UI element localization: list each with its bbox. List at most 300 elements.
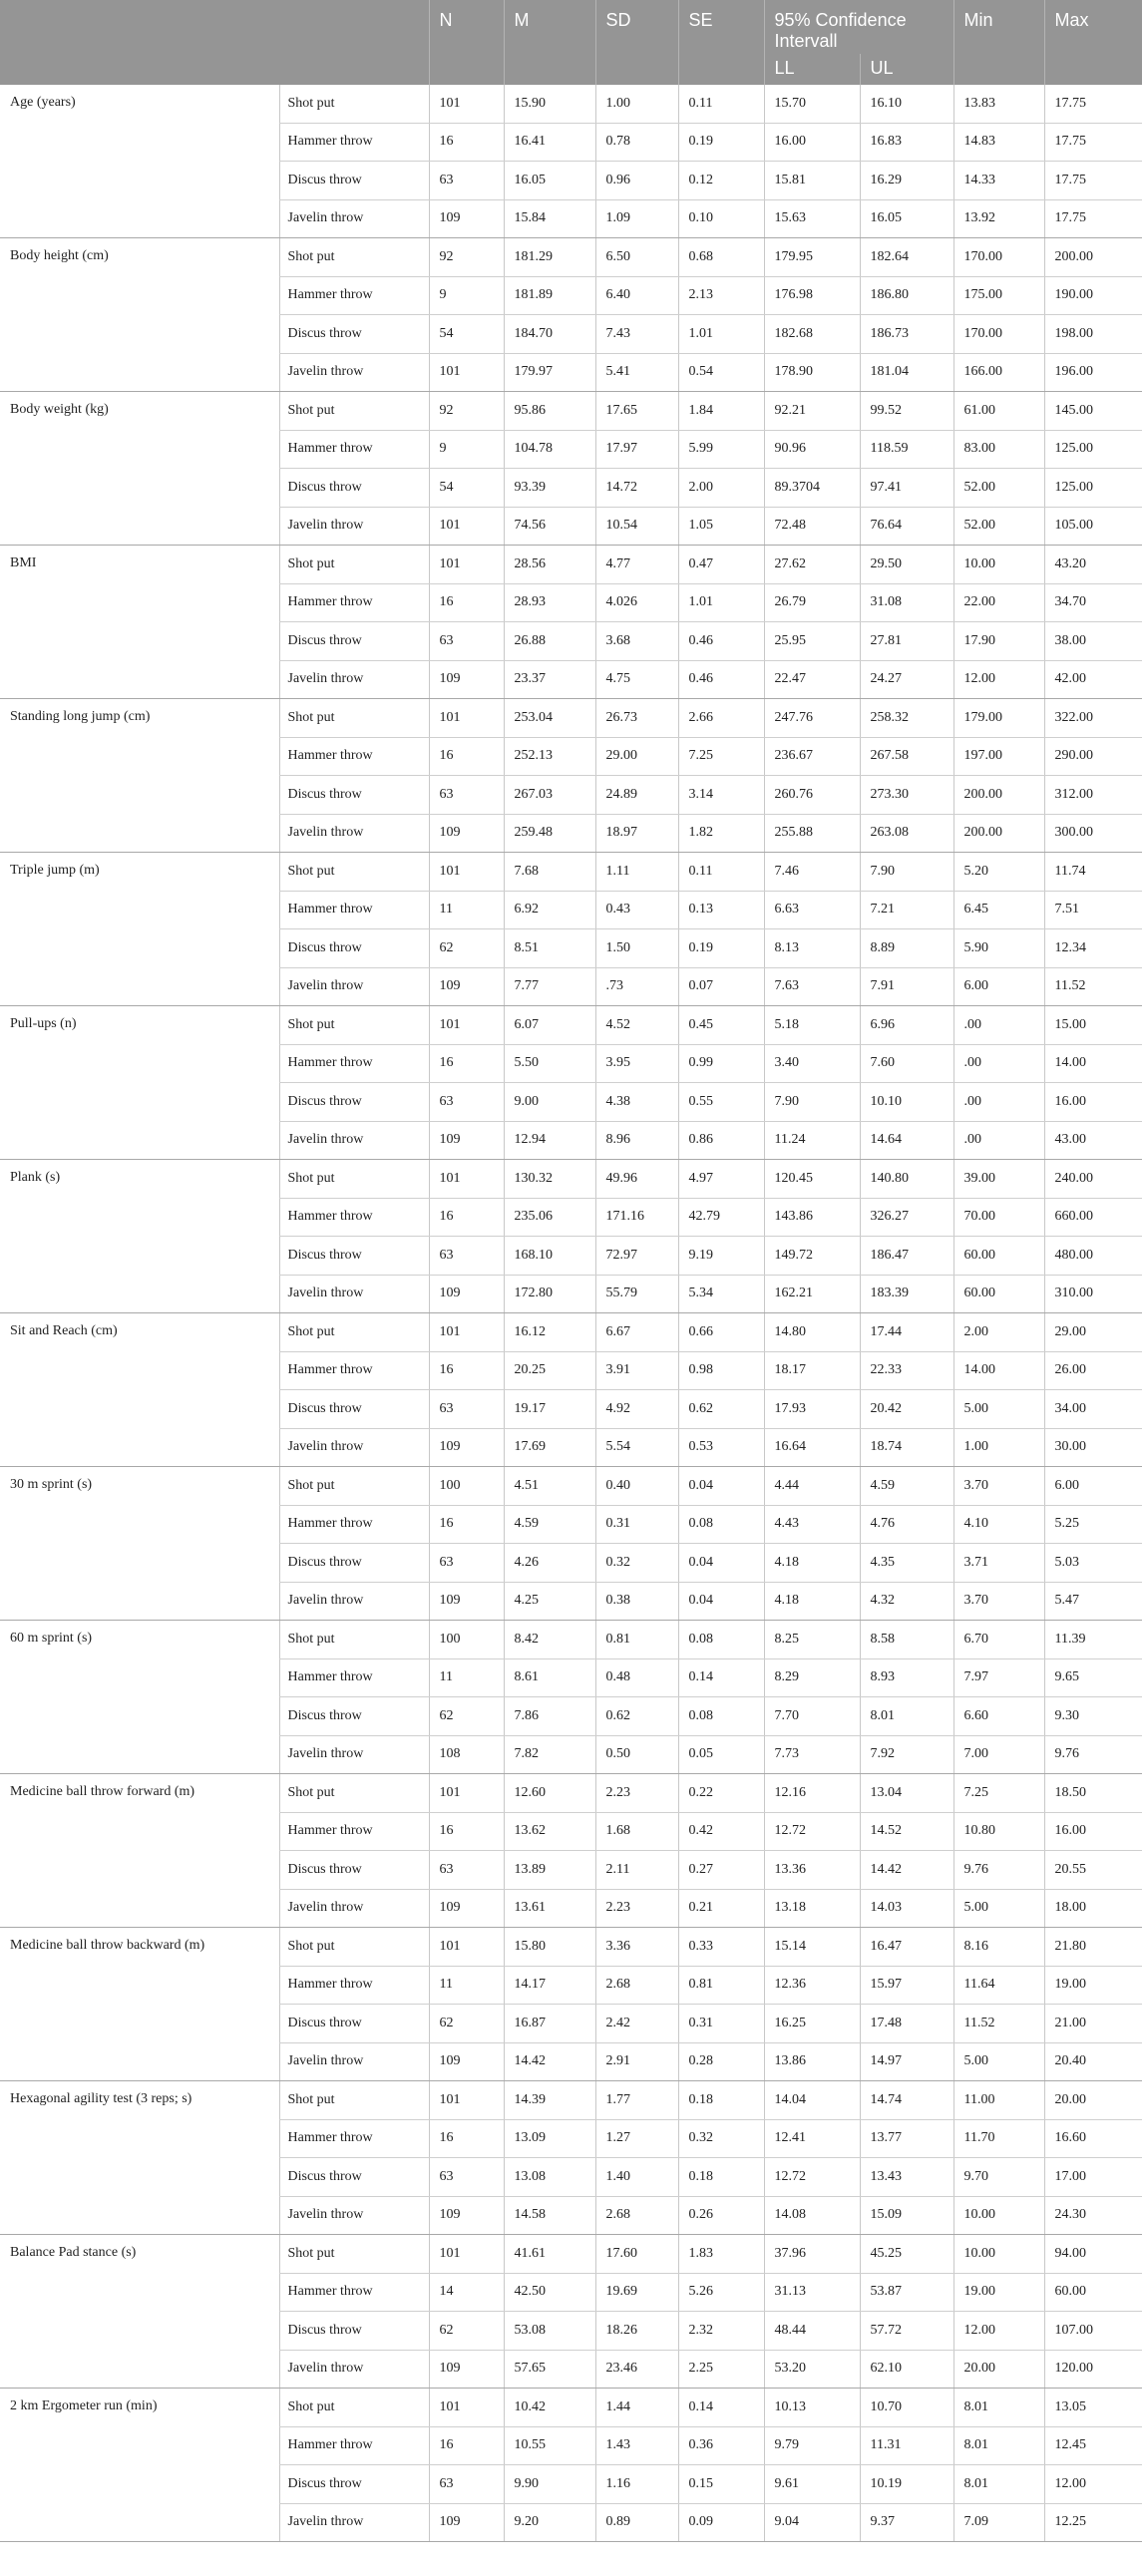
cell-group: Javelin throw: [279, 2503, 429, 2542]
cell-se: 0.55: [678, 1083, 764, 1122]
cell-ul: 11.31: [860, 2426, 953, 2465]
cell-mean: 13.89: [504, 1851, 595, 1890]
cell-ll: 15.14: [764, 1928, 860, 1967]
cell-se: 0.04: [678, 1544, 764, 1583]
header-ll: LL: [764, 54, 860, 85]
cell-se: 2.00: [678, 469, 764, 508]
cell-se: 0.32: [678, 2119, 764, 2158]
cell-ul: 15.97: [860, 1966, 953, 2005]
cell-mean: 10.42: [504, 2389, 595, 2427]
cell-mean: 15.84: [504, 199, 595, 238]
cell-ul: 14.03: [860, 1889, 953, 1928]
cell-sd: 0.50: [595, 1735, 678, 1774]
cell-sd: 0.78: [595, 123, 678, 162]
cell-ul: 4.35: [860, 1544, 953, 1583]
header-blank-variable-2: [0, 54, 279, 85]
cell-n: 101: [429, 2081, 504, 2120]
cell-ul: 14.97: [860, 2042, 953, 2081]
cell-se: 0.18: [678, 2081, 764, 2120]
cell-mean: 74.56: [504, 507, 595, 546]
cell-ul: 6.96: [860, 1006, 953, 1045]
cell-mean: 16.87: [504, 2005, 595, 2043]
cell-mean: 20.25: [504, 1351, 595, 1390]
cell-min: 8.01: [953, 2389, 1044, 2427]
cell-se: 0.46: [678, 622, 764, 661]
cell-sd: 17.60: [595, 2235, 678, 2274]
cell-ll: 15.81: [764, 162, 860, 200]
cell-se: 0.47: [678, 546, 764, 584]
cell-ul: 182.64: [860, 238, 953, 277]
header-m: M: [504, 0, 595, 85]
cell-group: Javelin throw: [279, 1428, 429, 1467]
cell-se: 0.13: [678, 891, 764, 929]
cell-n: 101: [429, 2235, 504, 2274]
cell-ll: 143.86: [764, 1198, 860, 1237]
cell-group: Discus throw: [279, 1851, 429, 1890]
cell-ul: 10.19: [860, 2465, 953, 2504]
cell-sd: 4.92: [595, 1390, 678, 1429]
cell-mean: 259.48: [504, 814, 595, 853]
cell-sd: 0.31: [595, 1505, 678, 1544]
cell-group: Hammer throw: [279, 1658, 429, 1697]
cell-mean: 19.17: [504, 1390, 595, 1429]
cell-max: 21.80: [1044, 1928, 1142, 1967]
cell-ll: 4.18: [764, 1582, 860, 1621]
cell-sd: 0.89: [595, 2503, 678, 2542]
cell-mean: 14.58: [504, 2196, 595, 2235]
cell-ul: 4.32: [860, 1582, 953, 1621]
cell-n: 16: [429, 2426, 504, 2465]
cell-min: 200.00: [953, 776, 1044, 815]
cell-sd: 5.41: [595, 353, 678, 392]
cell-max: 198.00: [1044, 315, 1142, 354]
cell-ul: 7.21: [860, 891, 953, 929]
cell-group: Shot put: [279, 546, 429, 584]
cell-group: Shot put: [279, 1928, 429, 1967]
cell-max: 290.00: [1044, 737, 1142, 776]
cell-max: 43.00: [1044, 1121, 1142, 1160]
cell-sd: 7.43: [595, 315, 678, 354]
cell-mean: 14.39: [504, 2081, 595, 2120]
cell-ul: 18.74: [860, 1428, 953, 1467]
cell-ul: 4.59: [860, 1467, 953, 1506]
cell-ul: 7.92: [860, 1735, 953, 1774]
cell-ll: 178.90: [764, 353, 860, 392]
cell-max: 15.00: [1044, 1006, 1142, 1045]
cell-group: Hammer throw: [279, 2119, 429, 2158]
cell-group: Discus throw: [279, 162, 429, 200]
cell-ul: 24.27: [860, 660, 953, 699]
cell-ll: 16.00: [764, 123, 860, 162]
cell-ll: 120.45: [764, 1160, 860, 1199]
table-row: [0, 392, 1142, 431]
cell-se: 0.07: [678, 967, 764, 1006]
cell-se: 1.82: [678, 814, 764, 853]
cell-ll: 13.36: [764, 1851, 860, 1890]
variable-label: Standing long jump (cm): [0, 699, 279, 853]
cell-n: 62: [429, 929, 504, 968]
cell-mean: 6.92: [504, 891, 595, 929]
cell-se: 1.01: [678, 583, 764, 622]
cell-max: 94.00: [1044, 2235, 1142, 2274]
variable-label: Medicine ball throw forward (m): [0, 1774, 279, 1928]
cell-ll: 90.96: [764, 430, 860, 469]
cell-sd: 49.96: [595, 1160, 678, 1199]
cell-sd: 1.43: [595, 2426, 678, 2465]
cell-mean: 15.80: [504, 1928, 595, 1967]
cell-mean: 53.08: [504, 2312, 595, 2351]
cell-ll: 92.21: [764, 392, 860, 431]
cell-ll: 9.61: [764, 2465, 860, 2504]
cell-mean: 13.61: [504, 1889, 595, 1928]
cell-n: 16: [429, 2119, 504, 2158]
variable-label: Balance Pad stance (s): [0, 2235, 279, 2389]
cell-mean: 9.20: [504, 2503, 595, 2542]
cell-group: Javelin throw: [279, 2350, 429, 2389]
cell-group: Hammer throw: [279, 583, 429, 622]
cell-mean: 12.94: [504, 1121, 595, 1160]
cell-ul: 13.43: [860, 2158, 953, 2197]
cell-max: 17.75: [1044, 162, 1142, 200]
cell-max: 21.00: [1044, 2005, 1142, 2043]
cell-sd: 0.96: [595, 162, 678, 200]
cell-ll: 17.93: [764, 1390, 860, 1429]
cell-ll: 16.64: [764, 1428, 860, 1467]
cell-ll: 12.41: [764, 2119, 860, 2158]
cell-se: 0.36: [678, 2426, 764, 2465]
cell-ul: 22.33: [860, 1351, 953, 1390]
cell-ll: 12.36: [764, 1966, 860, 2005]
cell-group: Discus throw: [279, 315, 429, 354]
cell-ul: 16.29: [860, 162, 953, 200]
cell-n: 63: [429, 2158, 504, 2197]
cell-max: 18.50: [1044, 1774, 1142, 1813]
cell-min: 9.70: [953, 2158, 1044, 2197]
cell-n: 109: [429, 1121, 504, 1160]
cell-se: 0.66: [678, 1313, 764, 1352]
cell-min: 6.60: [953, 1697, 1044, 1736]
cell-min: 14.00: [953, 1351, 1044, 1390]
cell-ll: 26.79: [764, 583, 860, 622]
cell-min: 60.00: [953, 1237, 1044, 1276]
cell-max: 240.00: [1044, 1160, 1142, 1199]
table-row: [0, 1928, 1142, 1967]
cell-n: 109: [429, 1428, 504, 1467]
cell-mean: 14.42: [504, 2042, 595, 2081]
cell-max: 312.00: [1044, 776, 1142, 815]
cell-ll: 255.88: [764, 814, 860, 853]
cell-group: Discus throw: [279, 1697, 429, 1736]
cell-n: 63: [429, 1237, 504, 1276]
cell-max: 660.00: [1044, 1198, 1142, 1237]
cell-ll: 13.18: [764, 1889, 860, 1928]
cell-group: Hammer throw: [279, 123, 429, 162]
cell-ll: 9.04: [764, 2503, 860, 2542]
cell-min: 17.90: [953, 622, 1044, 661]
cell-min: 179.00: [953, 699, 1044, 738]
cell-group: Shot put: [279, 1621, 429, 1659]
cell-se: 0.99: [678, 1044, 764, 1083]
cell-se: 0.10: [678, 199, 764, 238]
cell-se: 0.15: [678, 2465, 764, 2504]
cell-mean: 9.90: [504, 2465, 595, 2504]
cell-mean: 181.89: [504, 276, 595, 315]
table-row: [0, 1774, 1142, 1813]
cell-mean: 13.62: [504, 1812, 595, 1851]
table-row: [0, 2389, 1142, 2427]
cell-ul: 9.37: [860, 2503, 953, 2542]
cell-se: 0.62: [678, 1390, 764, 1429]
table-header: [0, 0, 1142, 85]
cell-mean: 235.06: [504, 1198, 595, 1237]
cell-mean: 7.68: [504, 853, 595, 892]
cell-ul: 14.74: [860, 2081, 953, 2120]
cell-sd: 18.97: [595, 814, 678, 853]
cell-max: 200.00: [1044, 238, 1142, 277]
cell-group: Hammer throw: [279, 1505, 429, 1544]
cell-max: 300.00: [1044, 814, 1142, 853]
cell-n: 109: [429, 1582, 504, 1621]
table-row: [0, 2235, 1142, 2274]
cell-min: 7.00: [953, 1735, 1044, 1774]
cell-ll: 8.13: [764, 929, 860, 968]
cell-min: 6.70: [953, 1621, 1044, 1659]
cell-n: 63: [429, 162, 504, 200]
cell-max: 145.00: [1044, 392, 1142, 431]
table-row: [0, 1467, 1142, 1506]
cell-se: 1.84: [678, 392, 764, 431]
cell-se: 0.45: [678, 1006, 764, 1045]
cell-max: 30.00: [1044, 1428, 1142, 1467]
cell-group: Discus throw: [279, 1237, 429, 1276]
cell-mean: 179.97: [504, 353, 595, 392]
cell-ul: 97.41: [860, 469, 953, 508]
cell-group: Hammer throw: [279, 1198, 429, 1237]
cell-ll: 53.20: [764, 2350, 860, 2389]
cell-sd: 19.69: [595, 2273, 678, 2312]
cell-se: 2.66: [678, 699, 764, 738]
cell-ul: 326.27: [860, 1198, 953, 1237]
cell-min: 6.45: [953, 891, 1044, 929]
cell-group: Hammer throw: [279, 1966, 429, 2005]
cell-mean: 267.03: [504, 776, 595, 815]
cell-min: 3.70: [953, 1582, 1044, 1621]
cell-group: Discus throw: [279, 776, 429, 815]
cell-mean: 23.37: [504, 660, 595, 699]
cell-se: 0.11: [678, 85, 764, 123]
cell-n: 11: [429, 1658, 504, 1697]
cell-group: Shot put: [279, 2235, 429, 2274]
cell-group: Javelin throw: [279, 353, 429, 392]
cell-ul: 186.73: [860, 315, 953, 354]
cell-n: 109: [429, 814, 504, 853]
cell-ul: 17.44: [860, 1313, 953, 1352]
cell-se: 2.32: [678, 2312, 764, 2351]
cell-ul: 31.08: [860, 583, 953, 622]
cell-max: 16.60: [1044, 2119, 1142, 2158]
cell-ul: 273.30: [860, 776, 953, 815]
cell-n: 109: [429, 2350, 504, 2389]
cell-se: 0.05: [678, 1735, 764, 1774]
cell-group: Javelin throw: [279, 1582, 429, 1621]
cell-group: Discus throw: [279, 2158, 429, 2197]
variable-label: 60 m sprint (s): [0, 1621, 279, 1774]
cell-group: Hammer throw: [279, 2273, 429, 2312]
cell-max: 60.00: [1044, 2273, 1142, 2312]
cell-max: 26.00: [1044, 1351, 1142, 1390]
cell-se: 0.19: [678, 123, 764, 162]
cell-group: Javelin throw: [279, 2196, 429, 2235]
cell-min: 5.00: [953, 1889, 1044, 1928]
cell-max: 12.34: [1044, 929, 1142, 968]
cell-min: 166.00: [953, 353, 1044, 392]
cell-group: Hammer throw: [279, 1812, 429, 1851]
cell-max: 7.51: [1044, 891, 1142, 929]
variable-label: BMI: [0, 546, 279, 699]
cell-group: Javelin throw: [279, 1275, 429, 1313]
cell-ul: 8.01: [860, 1697, 953, 1736]
cell-ll: 9.79: [764, 2426, 860, 2465]
cell-max: 12.00: [1044, 2465, 1142, 2504]
cell-sd: 3.91: [595, 1351, 678, 1390]
cell-min: 13.83: [953, 85, 1044, 123]
cell-ll: 48.44: [764, 2312, 860, 2351]
cell-group: Discus throw: [279, 1390, 429, 1429]
cell-sd: 171.16: [595, 1198, 678, 1237]
cell-mean: 130.32: [504, 1160, 595, 1199]
cell-group: Discus throw: [279, 1083, 429, 1122]
cell-mean: 57.65: [504, 2350, 595, 2389]
table-row: [0, 238, 1142, 277]
cell-se: 1.05: [678, 507, 764, 546]
cell-sd: 0.40: [595, 1467, 678, 1506]
cell-group: Hammer throw: [279, 1351, 429, 1390]
cell-n: 62: [429, 2312, 504, 2351]
cell-ll: 72.48: [764, 507, 860, 546]
cell-sd: 24.89: [595, 776, 678, 815]
cell-mean: 14.17: [504, 1966, 595, 2005]
cell-sd: 23.46: [595, 2350, 678, 2389]
cell-mean: 6.07: [504, 1006, 595, 1045]
cell-n: 16: [429, 737, 504, 776]
header-sd: SD: [595, 0, 678, 85]
cell-min: 70.00: [953, 1198, 1044, 1237]
cell-min: 170.00: [953, 315, 1044, 354]
cell-min: 9.76: [953, 1851, 1044, 1890]
cell-mean: 4.25: [504, 1582, 595, 1621]
cell-max: 11.74: [1044, 853, 1142, 892]
cell-mean: 95.86: [504, 392, 595, 431]
cell-n: 54: [429, 315, 504, 354]
cell-ul: 8.93: [860, 1658, 953, 1697]
cell-n: 101: [429, 1928, 504, 1967]
cell-n: 9: [429, 430, 504, 469]
cell-ul: 118.59: [860, 430, 953, 469]
cell-ul: 16.47: [860, 1928, 953, 1967]
cell-sd: 55.79: [595, 1275, 678, 1313]
cell-ul: 7.91: [860, 967, 953, 1006]
cell-n: 62: [429, 1697, 504, 1736]
cell-min: 7.25: [953, 1774, 1044, 1813]
header-min: Min: [953, 0, 1044, 85]
cell-group: Shot put: [279, 699, 429, 738]
cell-max: 322.00: [1044, 699, 1142, 738]
cell-sd: 4.38: [595, 1083, 678, 1122]
cell-ul: 76.64: [860, 507, 953, 546]
cell-sd: 2.23: [595, 1889, 678, 1928]
variable-label: 30 m sprint (s): [0, 1467, 279, 1621]
cell-sd: 3.68: [595, 622, 678, 661]
cell-max: 34.00: [1044, 1390, 1142, 1429]
cell-mean: 7.82: [504, 1735, 595, 1774]
cell-ll: 260.76: [764, 776, 860, 815]
cell-group: Discus throw: [279, 622, 429, 661]
cell-mean: 28.56: [504, 546, 595, 584]
cell-min: 19.00: [953, 2273, 1044, 2312]
table-row: [0, 699, 1142, 738]
cell-n: 101: [429, 699, 504, 738]
cell-max: 9.65: [1044, 1658, 1142, 1697]
cell-ul: 4.76: [860, 1505, 953, 1544]
cell-max: 16.00: [1044, 1083, 1142, 1122]
cell-mean: 181.29: [504, 238, 595, 277]
cell-se: 42.79: [678, 1198, 764, 1237]
cell-ll: 182.68: [764, 315, 860, 354]
cell-se: 0.31: [678, 2005, 764, 2043]
cell-mean: 10.55: [504, 2426, 595, 2465]
cell-mean: 13.09: [504, 2119, 595, 2158]
cell-ll: 3.40: [764, 1044, 860, 1083]
cell-min: 20.00: [953, 2350, 1044, 2389]
cell-ll: 13.86: [764, 2042, 860, 2081]
cell-se: 7.25: [678, 737, 764, 776]
cell-min: .00: [953, 1121, 1044, 1160]
cell-max: 11.52: [1044, 967, 1142, 1006]
cell-min: 7.09: [953, 2503, 1044, 2542]
variable-label: Triple jump (m): [0, 853, 279, 1006]
cell-se: 0.21: [678, 1889, 764, 1928]
cell-n: 101: [429, 1160, 504, 1199]
cell-sd: 1.68: [595, 1812, 678, 1851]
cell-n: 109: [429, 199, 504, 238]
cell-sd: 2.68: [595, 2196, 678, 2235]
cell-max: 105.00: [1044, 507, 1142, 546]
cell-max: 120.00: [1044, 2350, 1142, 2389]
cell-n: 109: [429, 2503, 504, 2542]
cell-min: 60.00: [953, 1275, 1044, 1313]
cell-group: Shot put: [279, 1160, 429, 1199]
cell-ll: 149.72: [764, 1237, 860, 1276]
cell-mean: 7.86: [504, 1697, 595, 1736]
cell-ll: 27.62: [764, 546, 860, 584]
cell-group: Hammer throw: [279, 430, 429, 469]
cell-se: 0.11: [678, 853, 764, 892]
cell-n: 100: [429, 1621, 504, 1659]
cell-max: 17.75: [1044, 85, 1142, 123]
table-row: [0, 85, 1142, 123]
cell-se: 0.14: [678, 1658, 764, 1697]
cell-min: .00: [953, 1006, 1044, 1045]
cell-se: 0.09: [678, 2503, 764, 2542]
cell-sd: 29.00: [595, 737, 678, 776]
cell-sd: 1.09: [595, 199, 678, 238]
cell-min: 10.80: [953, 1812, 1044, 1851]
cell-min: 10.00: [953, 546, 1044, 584]
cell-min: .00: [953, 1083, 1044, 1122]
table-row: [0, 853, 1142, 892]
cell-group: Shot put: [279, 85, 429, 123]
cell-ll: 7.70: [764, 1697, 860, 1736]
